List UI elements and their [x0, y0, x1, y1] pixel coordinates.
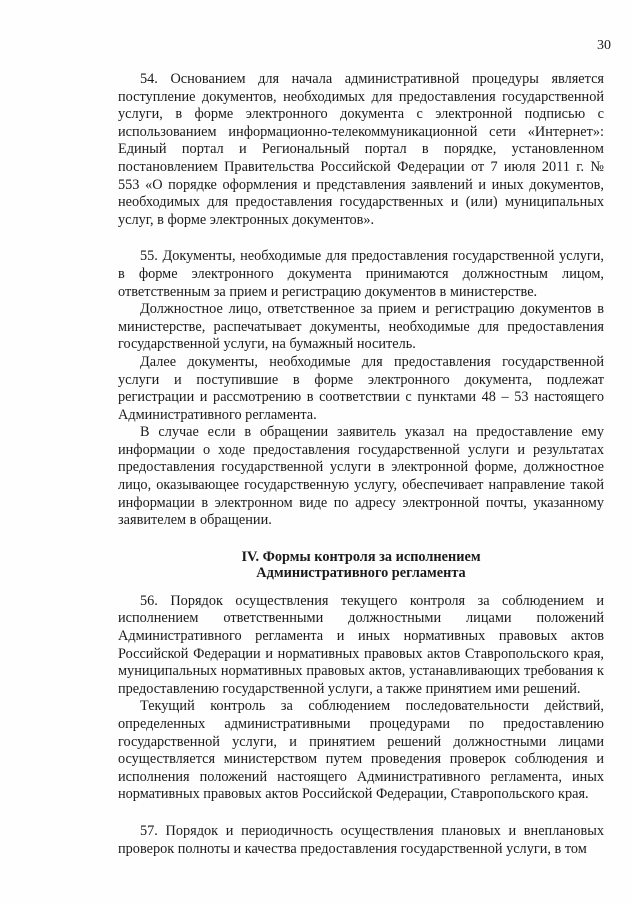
document-body — [118, 71, 604, 858]
paragraph-55: 55. Документы, необходимые для предоставления государственной услуги, в форме электронного документа принимаются должностным лицом, ответственным за прием и регистрацию документов в министерстве. — [118, 248, 604, 300]
paragraph-56: 56. Порядок осуществления текущего контроля за соблюдением и исполнением ответственными должностными лицами положений Административного регламента и иных нормативных правовых актов Российской Федерации и нормативных правовых актов Ставропольского края, муниципальных нормативных правовых актов, устанавливающих требования к предоставлению государственной услуги, а также принятием ими решений. — [118, 592, 604, 697]
section-heading — [118, 549, 604, 581]
section-heading-line-2: Административного регламента — [256, 564, 466, 581]
page-number: 30 — [597, 38, 611, 53]
paragraph-54: 54. Основанием для начала административной процедуры является поступление документов, необходимых для предоставления государственной услуги, в форме электронного документа с электронной подписью с использованием информационно-телекоммуникационной сети «Интернет»: Единый портал и Региональный портал в порядке, установленном постановлением Правительства Российской Федерации от 7 июля 2011 г. № 553 «О порядке оформления и представления заявлений и иных документов, необходимых для предоставления государственных и (или) муниципальных услуг, в форме электронных документов». — [118, 71, 604, 228]
section-heading-line-1: IV. Формы контроля за исполнением — [241, 548, 481, 565]
paragraph-55-information: В случае если в обращении заявитель указал на предоставление ему информации о ходе предоставления государственной услуги и результатах предоставления государственной услуги в электронной форме, должностное лицо, оказывающее государственную услугу, обеспечивает направление такой информации в электронном виде по адресу электронной почты, указанному заявителем в обращении. — [118, 424, 604, 529]
paragraph-55-officer: Должностное лицо, ответственное за прием и регистрацию документов в министерстве, распечатывает документы, необходимые для предоставления государственной услуги, на бумажный носитель. — [118, 301, 604, 353]
paragraph-57: 57. Порядок и периодичность осуществления плановых и внеплановых проверок полноты и качества предоставления государственной услуги, в том — [118, 822, 604, 857]
paragraph-gap — [118, 804, 604, 823]
paragraph-56-control: Текущий контроль за соблюдением последовательности действий, определенных административными процедурами по предоставлению государственной услуги, и принятием решений должностными лицами осуществляется министерством путем проведения проверок соблюдения и исполнения положений настоящего Административного регламента, иных нормативных правовых актов Российской Федерации, Ставропольского края. — [118, 698, 604, 803]
paragraph-gap — [118, 530, 604, 549]
paragraph-55-registration: Далее документы, необходимые для предоставления государственной услуги и поступившие в форме электронного документа, подлежат регистрации и рассмотрению в соответствии с пунктами 48 – 53 настоящего Административного регламента. — [118, 353, 604, 423]
paragraph-gap — [118, 581, 604, 593]
paragraph-gap — [118, 229, 604, 248]
